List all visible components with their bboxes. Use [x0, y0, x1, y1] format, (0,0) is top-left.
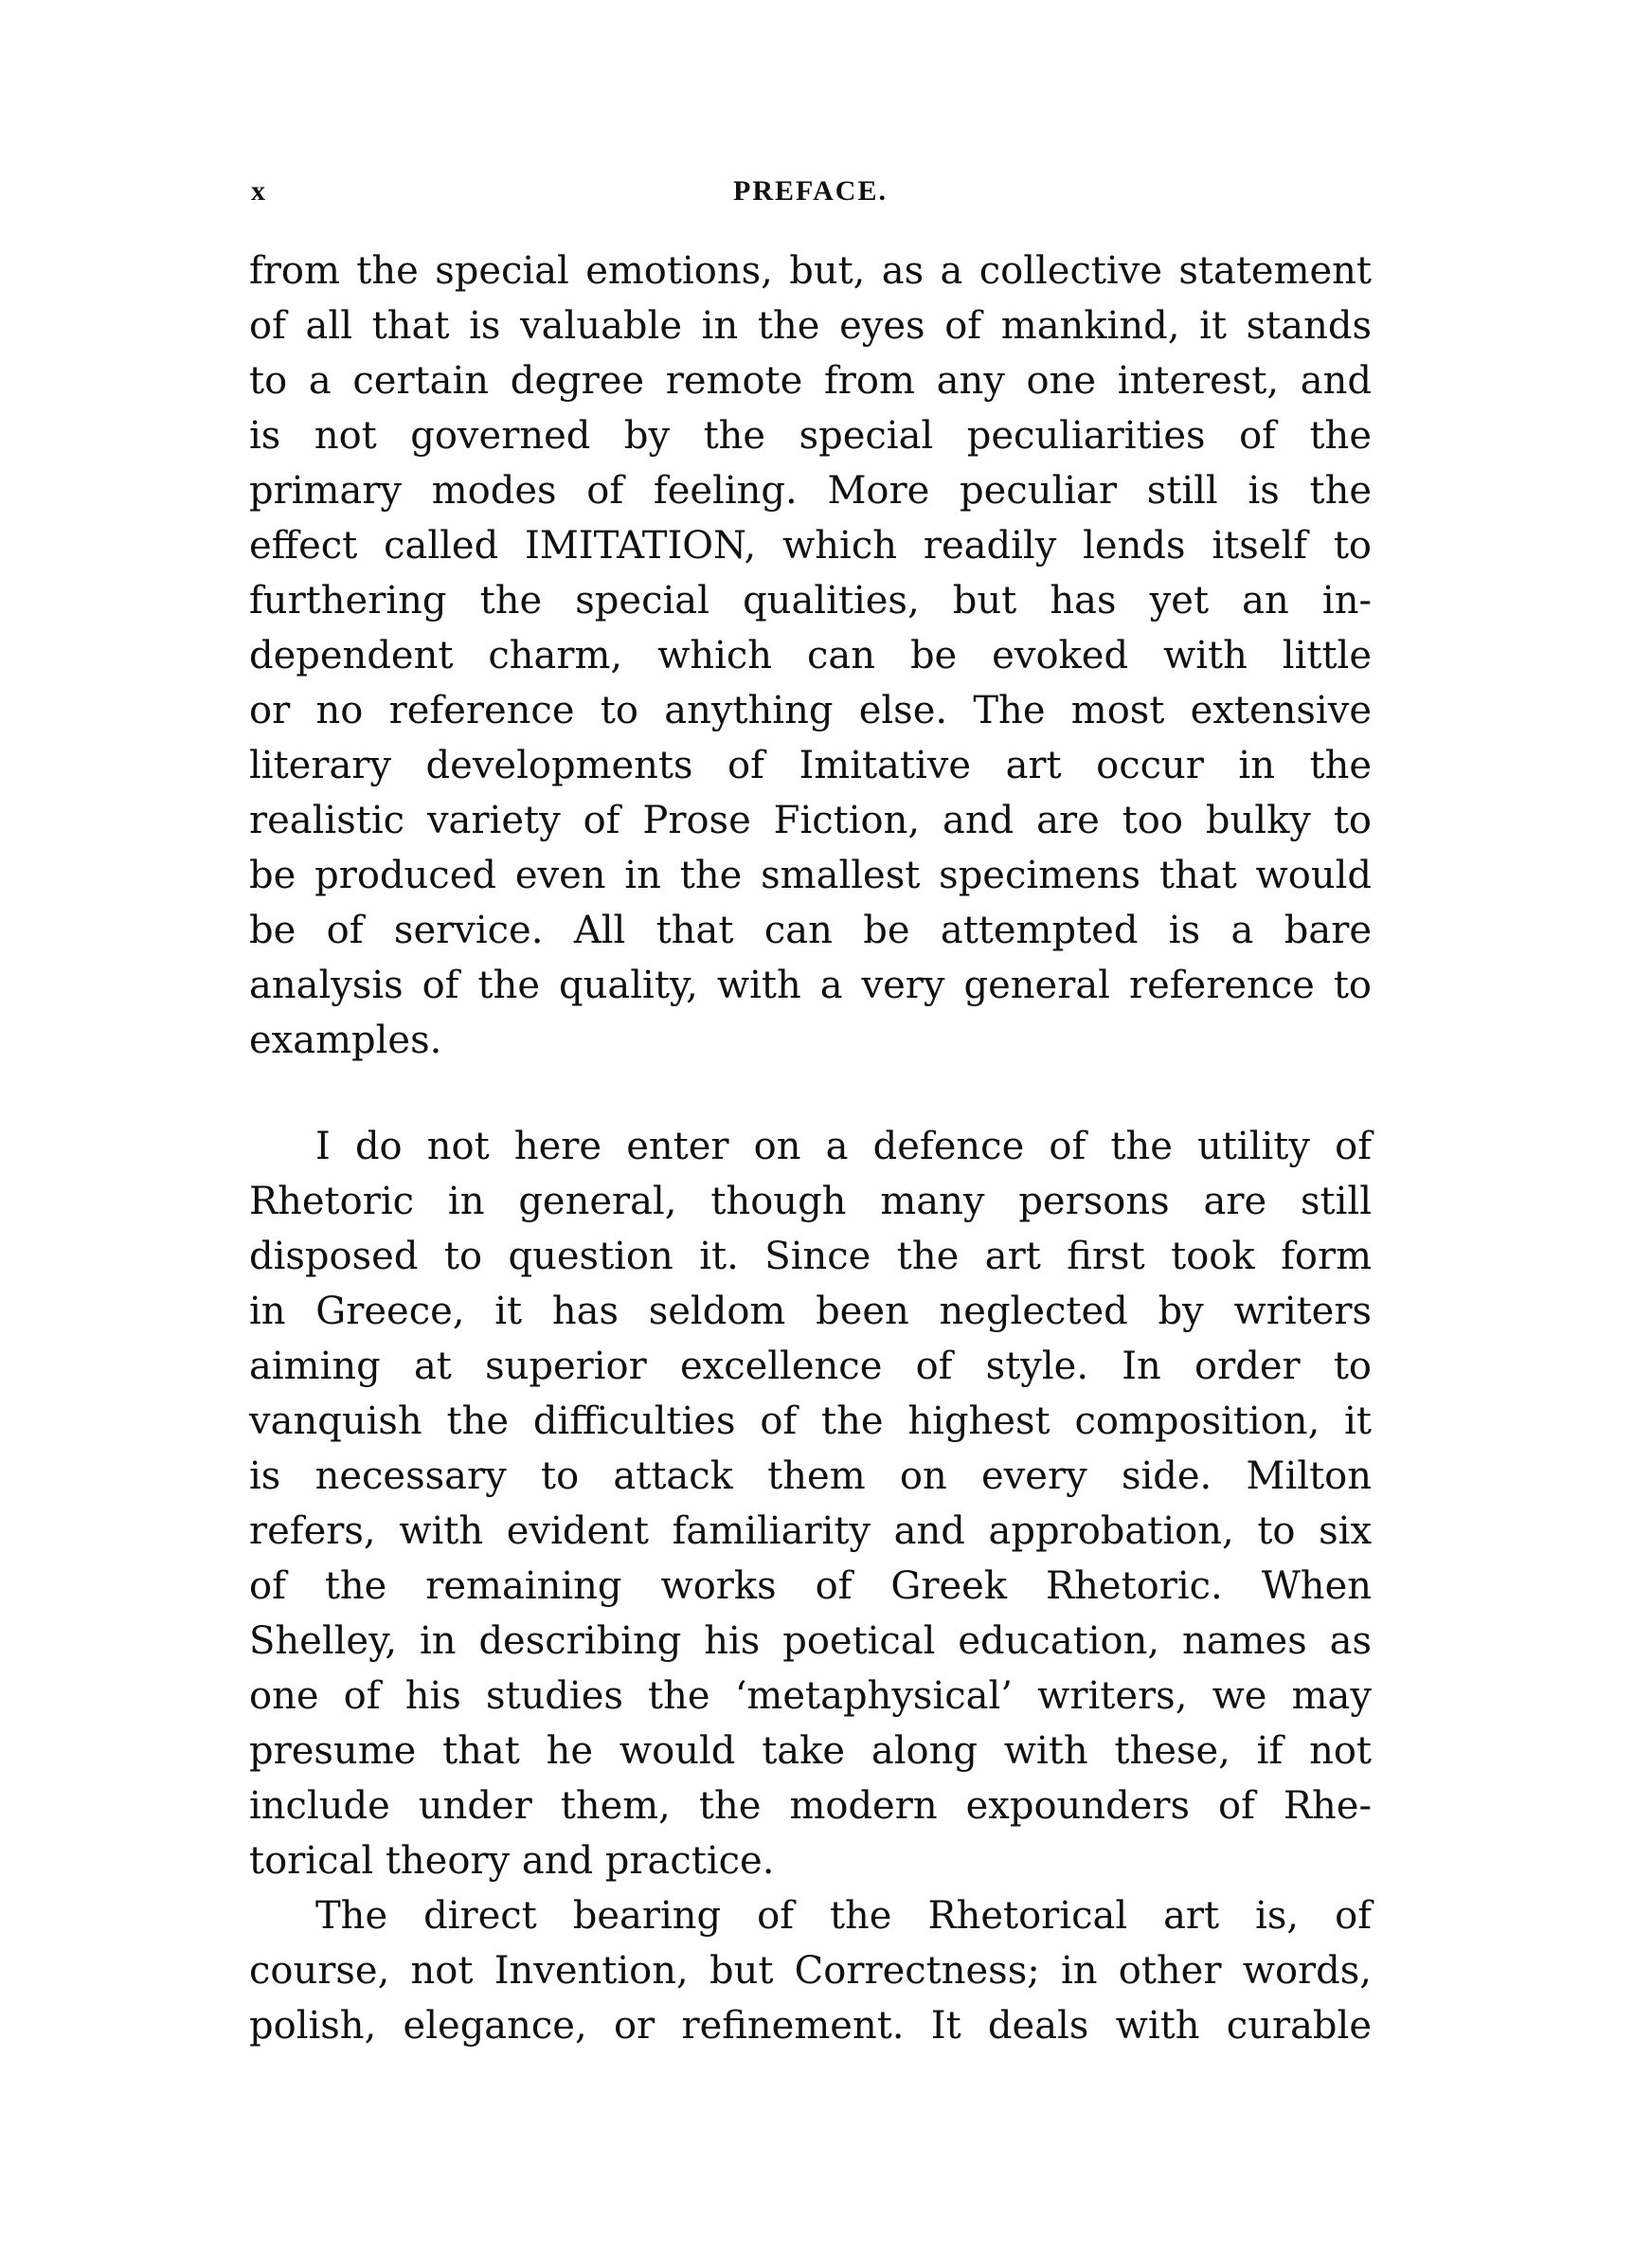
text-line: of all that is valuable in the eyes of mankind, it stands: [249, 304, 1372, 348]
text-line: to a certain degree remote from any one interest, and: [249, 359, 1372, 403]
paragraph-2: [249, 1119, 1372, 1888]
text-line: presume that he would take along with these, if not: [249, 1729, 1372, 1773]
paragraph-3: [249, 1888, 1372, 2053]
text-line: or no reference to anything else. The most extensive: [249, 689, 1372, 732]
text-line: in Greece, it has seldom been neglected by writers: [249, 1290, 1372, 1333]
text-line: be of service. All that can be attempted is a bare: [249, 909, 1372, 952]
text-line: is not governed by the special peculiarities of the: [249, 414, 1372, 458]
text-line: is necessary to attack them on every side. Milton: [249, 1454, 1372, 1498]
text-line: of the remaining works of Greek Rhetoric. When: [249, 1564, 1372, 1608]
text-line: analysis of the quality, with a very general reference to: [249, 964, 1372, 1007]
book-page: [249, 175, 1372, 2053]
text-line: Shelley, in describing his poetical education, names as: [249, 1619, 1372, 1663]
page-number: x: [251, 175, 267, 207]
text-line: include under them, the modern expounders of Rhe-: [249, 1784, 1372, 1828]
text-line: be produced even in the smallest specimens that would: [249, 854, 1372, 897]
text-line: effect called IMITATION, which readily lends itself to: [249, 524, 1372, 568]
text-line: realistic variety of Prose Fiction, and are too bulky to: [249, 799, 1372, 842]
paragraph-gap: [249, 1068, 1372, 1119]
running-head: [249, 175, 1372, 232]
text-line: furthering the special qualities, but has yet an in-: [249, 579, 1372, 623]
text-line: Rhetoric in general, though many persons are still: [249, 1180, 1372, 1223]
text-line: dependent charm, which can be evoked with little: [249, 634, 1372, 677]
text-line: refers, with evident familiarity and approbation, to six: [249, 1509, 1372, 1553]
text-line: polish, elegance, or refinement. It deals with curable: [249, 2004, 1372, 2048]
text-line: vanquish the difficulties of the highest composition, it: [249, 1399, 1372, 1443]
text-line: one of his studies the ‘metaphysical’ writers, we may: [249, 1674, 1372, 1718]
page-title: PREFACE.: [733, 175, 888, 207]
text-line: from the special emotions, but, as a collective statement: [249, 249, 1372, 293]
text-line: The direct bearing of the Rhetorical art is, of: [315, 1894, 1372, 1938]
text-line: disposed to question it. Since the art first took form: [249, 1235, 1372, 1278]
text-line: primary modes of feeling. More peculiar still is the: [249, 469, 1372, 513]
text-line: examples.: [249, 1019, 442, 1062]
text-line: aiming at superior excellence of style. In order to: [249, 1345, 1372, 1388]
text-line: course, not Invention, but Correctness; in other words,: [249, 1949, 1372, 1993]
text-line: literary developments of Imitative art occur in the: [249, 744, 1372, 787]
text-line: torical theory and practice.: [249, 1839, 775, 1883]
paragraph-1: [249, 244, 1372, 1068]
text-line: I do not here enter on a defence of the utility of: [315, 1125, 1372, 1168]
